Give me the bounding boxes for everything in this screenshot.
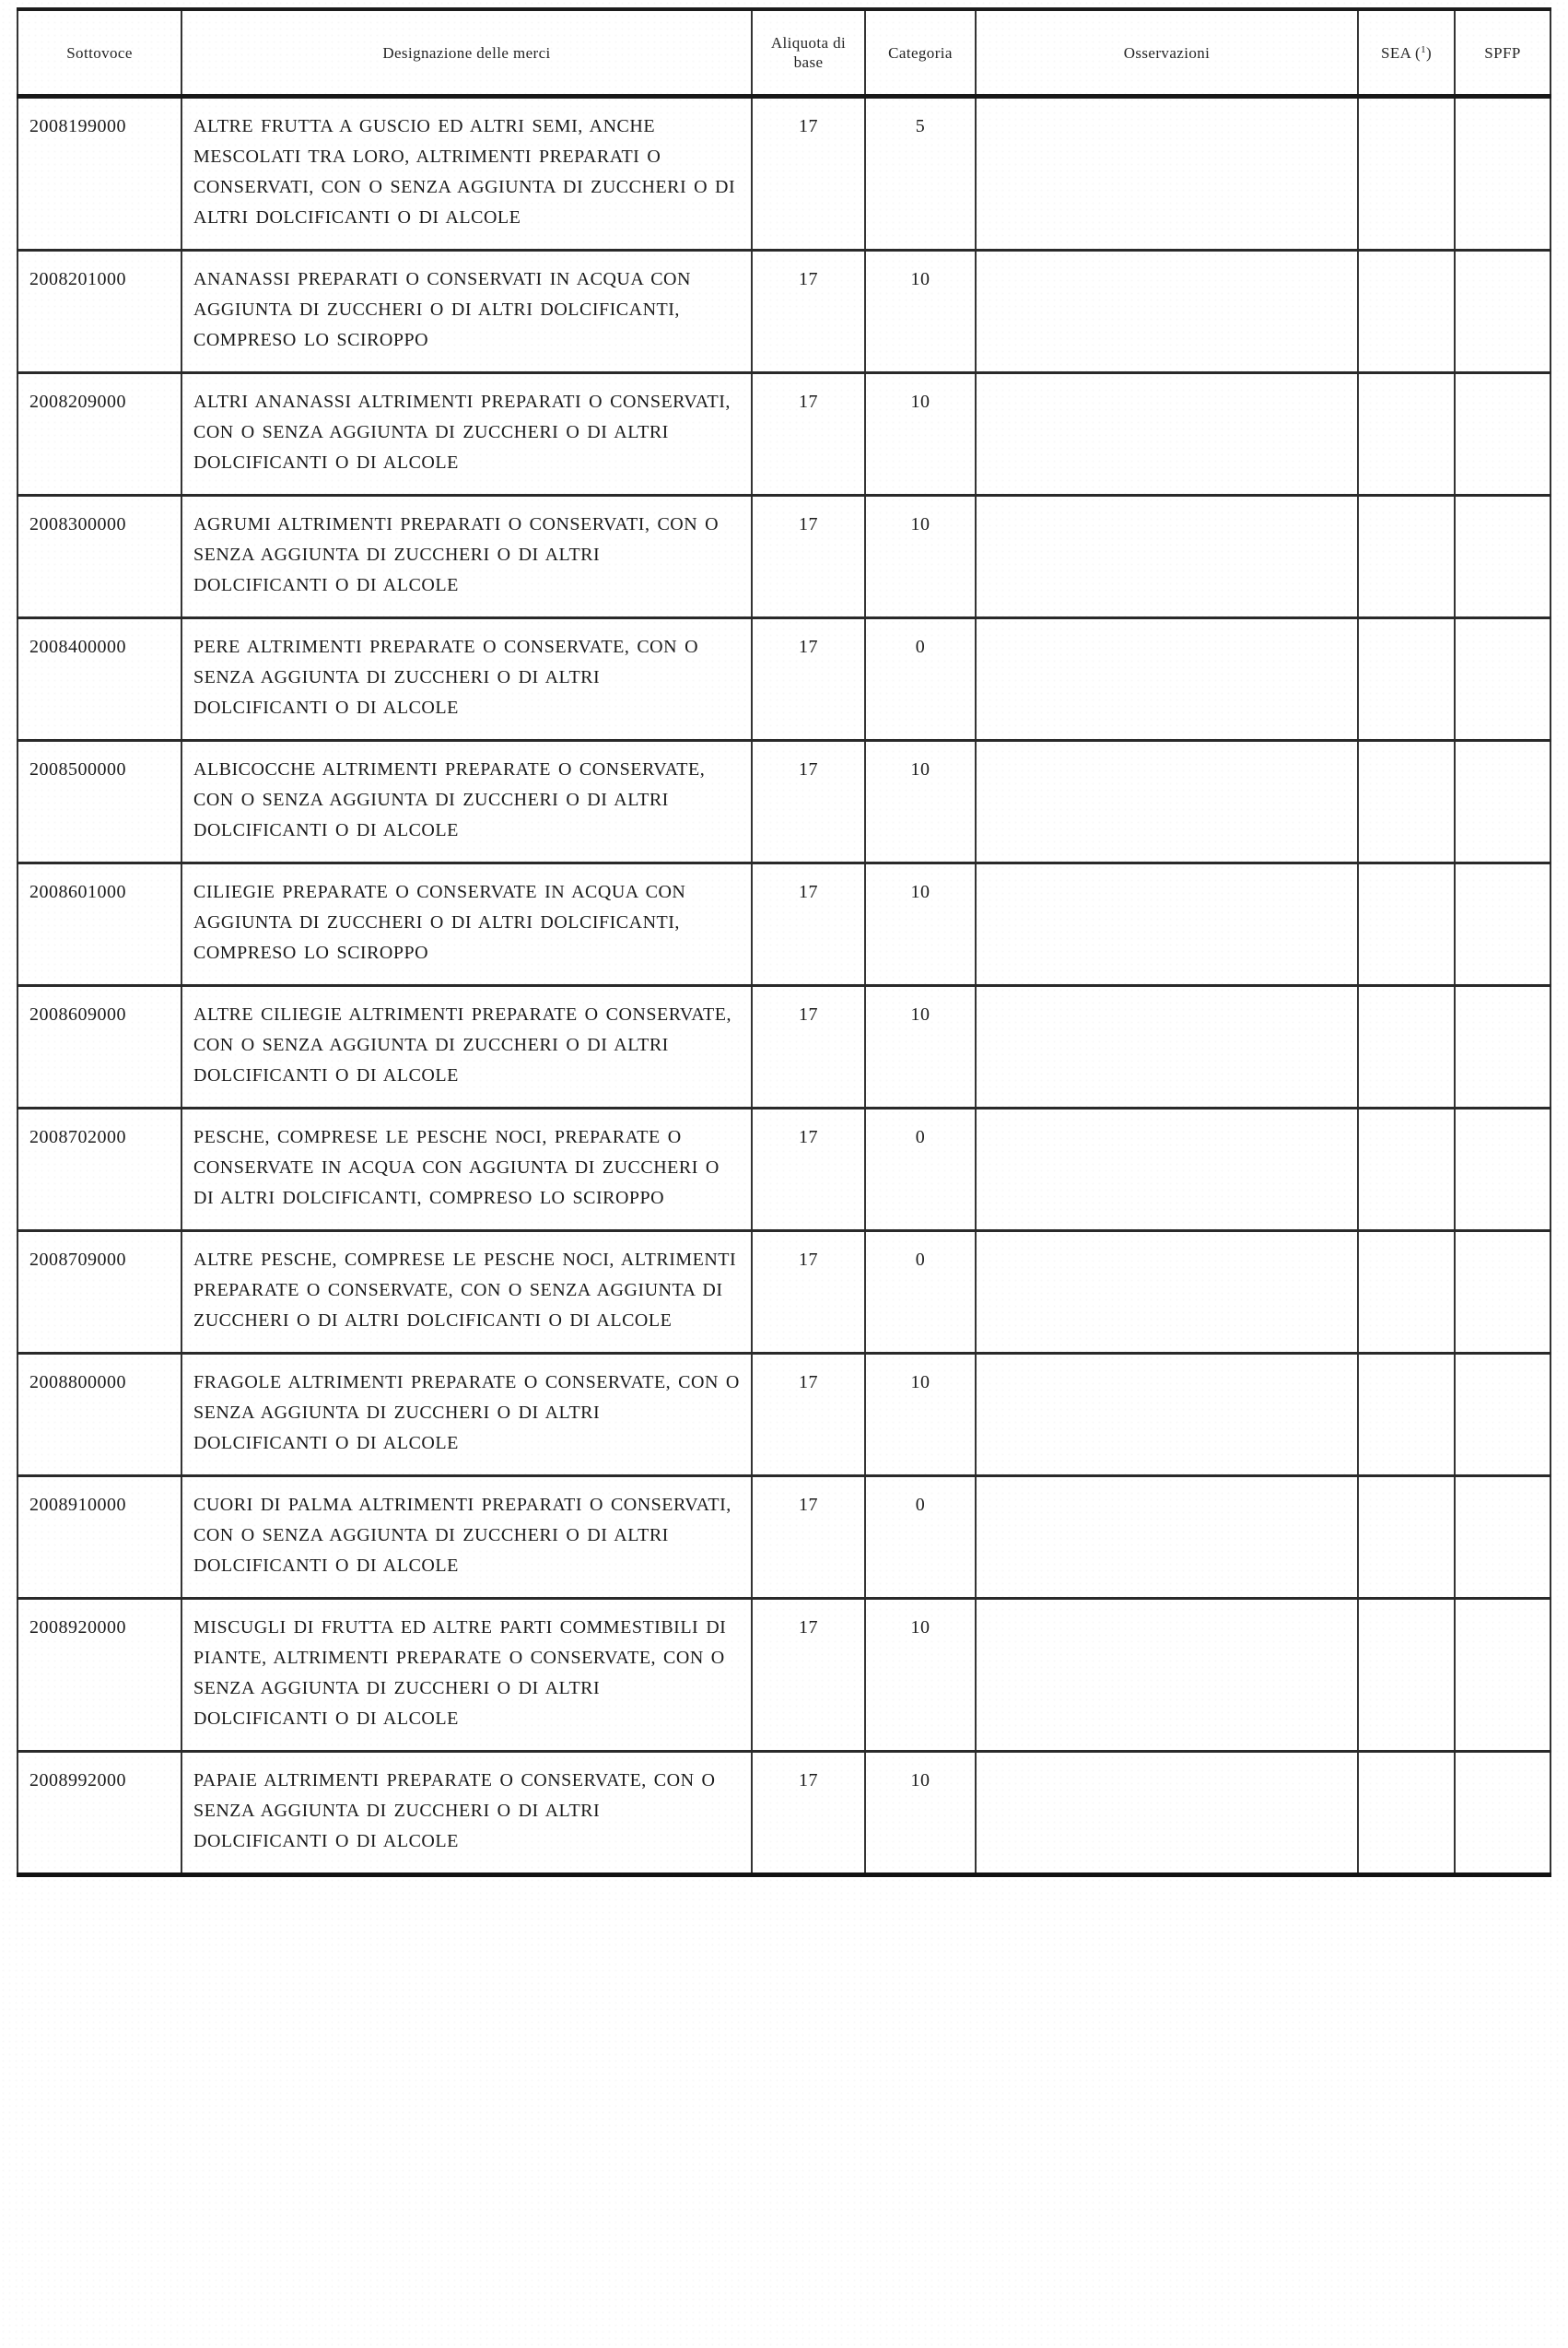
table-row [18,496,1550,618]
cell-designazione: PESCHE, COMPRESE LE PESCHE NOCI, PREPARATE O CONSERVATE IN ACQUA CON AGGIUNTA DI ZUCCHERI O DI ALTRI DOLCIFICANTI, COMPRESO LO SCIROPPO [181,1109,752,1231]
cell-osservazioni [976,496,1358,618]
table-row [18,97,1550,251]
cell-osservazioni [976,863,1358,986]
cell-designazione: ALTRE PESCHE, COMPRESE LE PESCHE NOCI, ALTRIMENTI PREPARATE O CONSERVATE, CON O SENZA AGGIUNTA DI ZUCCHERI O DI ALTRI DOLCIFICANTI O DI ALCOLE [181,1231,752,1354]
cell-sottovoce: 2008300000 [18,496,181,618]
cell-aliquota: 17 [752,1752,865,1875]
header-osservazioni-label: Osservazioni [1123,43,1211,62]
cell-sottovoce: 2008199000 [18,97,181,251]
header-sea-text: SEA ( [1380,43,1422,62]
table-row [18,863,1550,986]
table-row [18,1599,1550,1752]
header-row [18,9,1550,97]
cell-osservazioni [976,373,1358,496]
cell-aliquota: 17 [752,251,865,373]
cell-sea [1358,496,1455,618]
cell-sea [1358,863,1455,986]
cell-sottovoce: 2008201000 [18,251,181,373]
cell-spfp [1455,1476,1550,1599]
cell-sea [1358,1354,1455,1476]
cell-osservazioni [976,618,1358,741]
cell-spfp [1455,251,1550,373]
cell-categoria: 0 [865,1109,976,1231]
cell-aliquota: 17 [752,863,865,986]
cell-aliquota: 17 [752,1231,865,1354]
cell-spfp [1455,741,1550,863]
cell-sea [1358,741,1455,863]
cell-osservazioni [976,1231,1358,1354]
header-sea-close-paren: ) [1425,43,1433,62]
cell-spfp [1455,618,1550,741]
cell-sea [1358,1476,1455,1599]
cell-sottovoce: 2008920000 [18,1599,181,1752]
cell-aliquota: 17 [752,986,865,1109]
cell-spfp [1455,97,1550,251]
cell-osservazioni [976,741,1358,863]
header-categoria-label: Categoria [888,43,953,62]
cell-aliquota: 17 [752,1599,865,1752]
cell-categoria: 10 [865,373,976,496]
table-row [18,741,1550,863]
header-aliquota-label: Aliquota di base [770,34,847,71]
cell-osservazioni [976,1752,1358,1875]
cell-osservazioni [976,1599,1358,1752]
cell-designazione: MISCUGLI DI FRUTTA ED ALTRE PARTI COMMESTIBILI DI PIANTE, ALTRIMENTI PREPARATE O CONSERVATE, CON O SENZA AGGIUNTA DI ZUCCHERI O DI ALTRI DOLCIFICANTI O DI ALCOLE [181,1599,752,1752]
cell-categoria: 0 [865,1231,976,1354]
cell-aliquota: 17 [752,496,865,618]
cell-sea [1358,986,1455,1109]
cell-sottovoce: 2008500000 [18,741,181,863]
cell-designazione: FRAGOLE ALTRIMENTI PREPARATE O CONSERVATE, CON O SENZA AGGIUNTA DI ZUCCHERI O DI ALTRI DOLCIFICANTI O DI ALCOLE [181,1354,752,1476]
cell-designazione: PERE ALTRIMENTI PREPARATE O CONSERVATE, CON O SENZA AGGIUNTA DI ZUCCHERI O DI ALTRI DOLCIFICANTI O DI ALCOLE [181,618,752,741]
cell-designazione: PAPAIE ALTRIMENTI PREPARATE O CONSERVATE, CON O SENZA AGGIUNTA DI ZUCCHERI O DI ALTRI DOLCIFICANTI O DI ALCOLE [181,1752,752,1875]
header-sea-label [1381,43,1432,63]
cell-sottovoce: 2008609000 [18,986,181,1109]
header-designazione-label: Designazione delle merci [382,43,551,62]
table-row [18,618,1550,741]
cell-osservazioni [976,97,1358,251]
header-aliquota-di-base [752,9,865,97]
cell-spfp [1455,1109,1550,1231]
cell-categoria: 0 [865,1476,976,1599]
table-row [18,373,1550,496]
table-row [18,1354,1550,1476]
cell-spfp [1455,496,1550,618]
header-sottovoce [18,9,181,97]
table-row [18,1476,1550,1599]
header-spfp-label: SPFP [1484,43,1521,62]
cell-categoria: 10 [865,251,976,373]
header-designazione [181,9,752,97]
cell-categoria: 10 [865,1354,976,1476]
cell-sottovoce: 2008400000 [18,618,181,741]
table-row [18,1231,1550,1354]
cell-sottovoce: 2008209000 [18,373,181,496]
cell-aliquota: 17 [752,373,865,496]
cell-categoria: 10 [865,1599,976,1752]
cell-osservazioni [976,986,1358,1109]
cell-sea [1358,618,1455,741]
cell-designazione: ALTRE CILIEGIE ALTRIMENTI PREPARATE O CONSERVATE, CON O SENZA AGGIUNTA DI ZUCCHERI O DI ALTRI DOLCIFICANTI O DI ALCOLE [181,986,752,1109]
cell-aliquota: 17 [752,618,865,741]
cell-categoria: 10 [865,496,976,618]
cell-designazione: AGRUMI ALTRIMENTI PREPARATI O CONSERVATI, CON O SENZA AGGIUNTA DI ZUCCHERI O DI ALTRI DOLCIFICANTI O DI ALCOLE [181,496,752,618]
cell-sea [1358,1231,1455,1354]
cell-categoria: 10 [865,863,976,986]
cell-sottovoce: 2008992000 [18,1752,181,1875]
header-spfp [1455,9,1550,97]
cell-categoria: 10 [865,986,976,1109]
cell-aliquota: 17 [752,1354,865,1476]
cell-spfp [1455,863,1550,986]
table-row [18,1109,1550,1231]
cell-spfp [1455,1752,1550,1875]
cell-sea [1358,1109,1455,1231]
cell-spfp [1455,1599,1550,1752]
cell-spfp [1455,1231,1550,1354]
cell-aliquota: 17 [752,97,865,251]
table-body [18,97,1550,1875]
cell-osservazioni [976,1109,1358,1231]
cell-osservazioni [976,1354,1358,1476]
cell-sottovoce: 2008709000 [18,1231,181,1354]
cell-sottovoce: 2008702000 [18,1109,181,1231]
cell-sea [1358,97,1455,251]
cell-sea [1358,1599,1455,1752]
cell-spfp [1455,1354,1550,1476]
cell-sea [1358,251,1455,373]
cell-sottovoce: 2008800000 [18,1354,181,1476]
cell-aliquota: 17 [752,1109,865,1231]
cell-aliquota: 17 [752,1476,865,1599]
header-sea-footnote-ref: 1 [1421,43,1426,55]
cell-aliquota: 17 [752,741,865,863]
cell-designazione: CILIEGIE PREPARATE O CONSERVATE IN ACQUA CON AGGIUNTA DI ZUCCHERI O DI ALTRI DOLCIFICANTI, COMPRESO LO SCIROPPO [181,863,752,986]
table-row [18,986,1550,1109]
header-osservazioni [976,9,1358,97]
table-row [18,1752,1550,1875]
header-categoria [865,9,976,97]
cell-spfp [1455,986,1550,1109]
cell-sottovoce: 2008601000 [18,863,181,986]
tariff-table [17,7,1551,1877]
cell-sottovoce: 2008910000 [18,1476,181,1599]
cell-sea [1358,373,1455,496]
table-row [18,251,1550,373]
cell-designazione: CUORI DI PALMA ALTRIMENTI PREPARATI O CONSERVATI, CON O SENZA AGGIUNTA DI ZUCCHERI O DI ALTRI DOLCIFICANTI O DI ALCOLE [181,1476,752,1599]
cell-osservazioni [976,251,1358,373]
cell-designazione: ALTRE FRUTTA A GUSCIO ED ALTRI SEMI, ANCHE MESCOLATI TRA LORO, ALTRIMENTI PREPARATI O CONSERVATI, CON O SENZA AGGIUNTA DI ZUCCHERI O DI ALTRI DOLCIFICANTI O DI ALCOLE [181,97,752,251]
header-sottovoce-label: Sottovoce [66,43,133,62]
cell-designazione: ALBICOCCHE ALTRIMENTI PREPARATE O CONSERVATE, CON O SENZA AGGIUNTA DI ZUCCHERI O DI ALTRI DOLCIFICANTI O DI ALCOLE [181,741,752,863]
cell-categoria: 10 [865,1752,976,1875]
header-sea [1358,9,1455,97]
cell-categoria: 10 [865,741,976,863]
cell-categoria: 0 [865,618,976,741]
cell-sea [1358,1752,1455,1875]
cell-designazione: ALTRI ANANASSI ALTRIMENTI PREPARATI O CONSERVATI, CON O SENZA AGGIUNTA DI ZUCCHERI O DI ALTRI DOLCIFICANTI O DI ALCOLE [181,373,752,496]
cell-designazione: ANANASSI PREPARATI O CONSERVATI IN ACQUA CON AGGIUNTA DI ZUCCHERI O DI ALTRI DOLCIFICANTI, COMPRESO LO SCIROPPO [181,251,752,373]
cell-categoria: 5 [865,97,976,251]
cell-spfp [1455,373,1550,496]
cell-osservazioni [976,1476,1358,1599]
